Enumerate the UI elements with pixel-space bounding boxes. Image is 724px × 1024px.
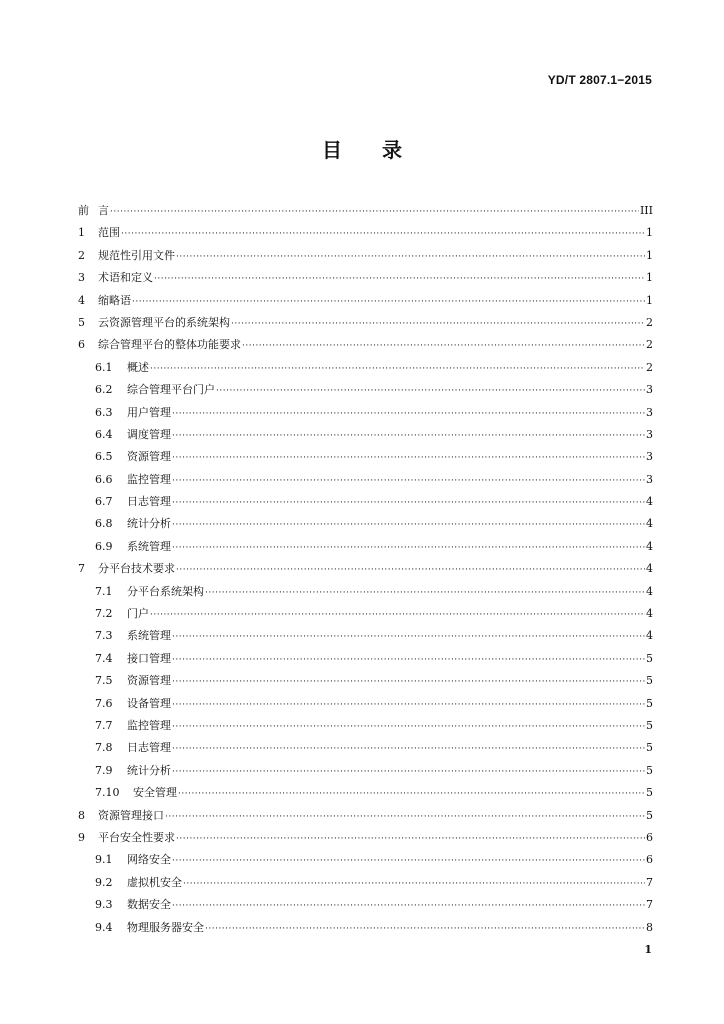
toc-entry[interactable] xyxy=(78,625,653,647)
toc-entry-page: 5 xyxy=(646,651,653,665)
toc-entry-page: III xyxy=(639,204,653,217)
toc-entry-page: 3 xyxy=(646,383,653,397)
toc-entry-label: 调度管理 xyxy=(127,427,171,441)
toc-entry-page: 3 xyxy=(646,450,653,464)
toc-leader-dots xyxy=(172,671,645,693)
toc-entry[interactable] xyxy=(78,715,653,737)
toc-entry-page: 2 xyxy=(646,360,653,374)
toc-entry-label: 监控管理 xyxy=(127,472,171,486)
toc-title xyxy=(0,134,724,163)
toc-leader-dots xyxy=(231,313,645,335)
toc-entry-page: 4 xyxy=(646,629,653,643)
toc-leader-dots xyxy=(176,246,645,268)
toc-entry-page: 5 xyxy=(646,808,653,822)
toc-entry-number: 1 xyxy=(78,226,85,240)
toc-leader-dots xyxy=(150,358,645,380)
toc-entry-page: 1 xyxy=(646,271,653,285)
toc-entry-number: 7.10 xyxy=(95,786,120,800)
toc-entry-label: 统计分析 xyxy=(127,517,171,531)
toc-leader-dots xyxy=(172,626,645,648)
toc-entry-page: 5 xyxy=(646,763,653,777)
toc-leader-dots xyxy=(176,828,645,850)
toc-entry-label: 物理服务器安全 xyxy=(127,920,204,934)
toc-entry-label: 日志管理 xyxy=(127,741,171,755)
toc-entry-number: 7.7 xyxy=(95,718,113,732)
toc-leader-dots xyxy=(110,201,639,223)
page-number: 1 xyxy=(644,943,652,956)
toc-entry-number: 3 xyxy=(78,271,85,285)
toc-entry[interactable] xyxy=(78,536,653,558)
toc-entry[interactable] xyxy=(78,424,653,446)
toc-entry-label: 安全管理 xyxy=(133,786,177,800)
toc-entry-label: 接口管理 xyxy=(127,651,171,665)
toc-entry[interactable] xyxy=(78,379,653,401)
toc-entry-number: 6.2 xyxy=(95,383,113,397)
toc-entry-label: 分平台系统架构 xyxy=(127,584,204,598)
toc-entry-label: 网络安全 xyxy=(127,853,171,867)
toc-entry-page: 1 xyxy=(646,293,653,307)
toc-entry-number: 9 xyxy=(78,830,85,844)
toc-entry-label: 术语和定义 xyxy=(98,271,153,285)
toc-entry-number: 9.1 xyxy=(95,853,113,867)
toc-leader-dots xyxy=(121,223,645,245)
toc-entry-label: 综合管理平台的整体功能要求 xyxy=(98,338,241,352)
toc-entry-label: 资源管理接口 xyxy=(98,808,164,822)
toc-entry-number: 8 xyxy=(78,808,85,822)
toc-entry-page: 7 xyxy=(646,898,653,912)
toc-entry-label: 数据安全 xyxy=(127,898,171,912)
toc-leader-dots xyxy=(172,537,645,559)
toc-entry-label: 资源管理 xyxy=(127,450,171,464)
toc-entry[interactable] xyxy=(78,827,653,849)
toc-entry[interactable] xyxy=(78,469,653,491)
toc-entry[interactable] xyxy=(78,894,653,916)
toc-entry-page: 5 xyxy=(646,674,653,688)
toc-entry-number: 6.4 xyxy=(95,427,113,441)
toc-entry-number: 6 xyxy=(78,338,85,352)
toc-leader-dots xyxy=(172,694,645,716)
toc-entry-page: 4 xyxy=(646,607,653,621)
toc-entry[interactable] xyxy=(78,917,653,939)
toc-entry-label: 平台安全性要求 xyxy=(98,830,175,844)
toc-entry-label: 综合管理平台门户 xyxy=(127,383,215,397)
toc-leader-dots xyxy=(172,716,645,738)
toc-leader-dots xyxy=(172,738,645,760)
toc-entry[interactable] xyxy=(78,312,653,334)
toc-leader-dots xyxy=(183,873,645,895)
toc-entry-number: 6.5 xyxy=(95,450,113,464)
toc-entry-page: 2 xyxy=(646,338,653,352)
toc-entry-number: 7.4 xyxy=(95,651,113,665)
toc-entry-number: 4 xyxy=(78,293,85,307)
toc-leader-dots xyxy=(242,335,645,357)
toc-entry[interactable] xyxy=(78,402,653,424)
toc-entry-label: 系统管理 xyxy=(127,539,171,553)
toc-leader-dots xyxy=(205,918,645,940)
toc-entry-number: 7.1 xyxy=(95,584,113,598)
toc-entry-page: 1 xyxy=(646,248,653,262)
toc-entry-number: 6.1 xyxy=(95,360,113,374)
toc-leader-dots xyxy=(216,380,645,402)
toc-entry-label: 系统管理 xyxy=(127,629,171,643)
toc-entry[interactable] xyxy=(78,446,653,468)
toc-entry-number: 7 xyxy=(78,562,85,576)
toc-entry-page: 3 xyxy=(646,472,653,486)
toc-entry[interactable] xyxy=(78,491,653,513)
toc-entry-number: 7.2 xyxy=(95,607,113,621)
toc-entry-page: 4 xyxy=(646,517,653,531)
toc-entry[interactable] xyxy=(78,558,653,580)
toc-entry[interactable] xyxy=(78,737,653,759)
toc-entry-page: 5 xyxy=(646,786,653,800)
toc-entry-label: 门户 xyxy=(127,607,149,621)
toc-leader-dots xyxy=(172,895,645,917)
toc-entry-page: 8 xyxy=(646,920,653,934)
toc-leader-dots xyxy=(172,514,645,536)
toc-entry[interactable] xyxy=(78,200,653,222)
toc-entry-page: 4 xyxy=(646,495,653,509)
toc-entry-number: 6.7 xyxy=(95,495,113,509)
toc-entry-page: 5 xyxy=(646,741,653,755)
toc-entry-number: 9.4 xyxy=(95,920,113,934)
toc-entry-page: 1 xyxy=(646,226,653,240)
toc-entry-label: 云资源管理平台的系统架构 xyxy=(98,315,230,329)
toc-entry-label: 虚拟机安全 xyxy=(127,875,182,889)
toc-entry[interactable] xyxy=(78,290,653,312)
toc-entry-page: 3 xyxy=(646,427,653,441)
toc-entry-number: 7.9 xyxy=(95,763,113,777)
toc-leader-dots xyxy=(154,268,645,290)
toc-entry-number: 9.3 xyxy=(95,898,113,912)
toc-leader-dots xyxy=(205,582,645,604)
toc-entry-page: 5 xyxy=(646,696,653,710)
toc-entry-number: 前 xyxy=(78,204,89,217)
toc-leader-dots xyxy=(132,291,645,313)
toc-entry-label: 言 xyxy=(98,204,109,217)
toc-entry[interactable] xyxy=(78,334,653,356)
toc-leader-dots xyxy=(165,806,645,828)
toc-entry-label: 设备管理 xyxy=(127,696,171,710)
toc-entry-page: 6 xyxy=(646,853,653,867)
toc-entry-page: 6 xyxy=(646,830,653,844)
toc-entry[interactable] xyxy=(78,581,653,603)
toc-leader-dots xyxy=(172,447,645,469)
toc-entry-number: 7.3 xyxy=(95,629,113,643)
toc-leader-dots xyxy=(172,649,645,671)
toc-entry-page: 3 xyxy=(646,405,653,419)
toc-entry-label: 用户管理 xyxy=(127,405,171,419)
toc-entry[interactable] xyxy=(78,357,653,379)
toc-entry-page: 2 xyxy=(646,315,653,329)
toc-entry-label: 概述 xyxy=(127,360,149,374)
toc-entry-page: 4 xyxy=(646,539,653,553)
toc-entry[interactable] xyxy=(78,245,653,267)
toc-leader-dots xyxy=(172,403,645,425)
toc-entry-page: 7 xyxy=(646,875,653,889)
toc-entry-label: 范围 xyxy=(98,226,120,240)
toc-leader-dots xyxy=(172,425,645,447)
toc-entry-label: 监控管理 xyxy=(127,718,171,732)
toc-entry-number: 7.8 xyxy=(95,741,113,755)
table-of-contents xyxy=(78,200,653,939)
toc-entry-number: 6.6 xyxy=(95,472,113,486)
toc-entry-label: 统计分析 xyxy=(127,763,171,777)
toc-entry[interactable] xyxy=(78,267,653,289)
toc-leader-dots xyxy=(172,470,645,492)
toc-entry[interactable] xyxy=(78,805,653,827)
toc-leader-dots xyxy=(178,783,645,805)
toc-entry-number: 6.3 xyxy=(95,405,113,419)
toc-title-part1: 目 xyxy=(322,138,342,162)
document-code: YD/T 2807.1−2015 xyxy=(547,73,652,87)
toc-entry[interactable] xyxy=(78,648,653,670)
toc-entry-number: 6.8 xyxy=(95,517,113,531)
toc-entry-number: 7.5 xyxy=(95,674,113,688)
toc-entry-page: 5 xyxy=(646,718,653,732)
toc-entry-page: 4 xyxy=(646,584,653,598)
toc-entry[interactable] xyxy=(78,513,653,535)
toc-leader-dots xyxy=(172,761,645,783)
toc-entry[interactable] xyxy=(78,670,653,692)
toc-entry-number: 9.2 xyxy=(95,875,113,889)
toc-entry-number: 6.9 xyxy=(95,539,113,553)
toc-entry[interactable] xyxy=(78,693,653,715)
toc-entry[interactable] xyxy=(78,872,653,894)
toc-entry-page: 4 xyxy=(646,562,653,576)
toc-entry-label: 分平台技术要求 xyxy=(98,562,175,576)
toc-leader-dots xyxy=(176,559,645,581)
toc-entry-number: 2 xyxy=(78,248,85,262)
toc-title-part2: 录 xyxy=(382,138,402,162)
toc-leader-dots xyxy=(172,850,645,872)
toc-leader-dots xyxy=(172,492,645,514)
toc-entry-number: 7.6 xyxy=(95,696,113,710)
toc-entry[interactable] xyxy=(78,849,653,871)
toc-entry-label: 日志管理 xyxy=(127,495,171,509)
toc-entry[interactable] xyxy=(78,222,653,244)
toc-entry-label: 规范性引用文件 xyxy=(98,248,175,262)
toc-entry[interactable] xyxy=(78,782,653,804)
toc-leader-dots xyxy=(150,604,645,626)
toc-entry-number: 5 xyxy=(78,315,85,329)
toc-entry-label: 缩略语 xyxy=(98,293,131,307)
toc-entry-label: 资源管理 xyxy=(127,674,171,688)
toc-entry[interactable] xyxy=(78,760,653,782)
toc-entry[interactable] xyxy=(78,603,653,625)
